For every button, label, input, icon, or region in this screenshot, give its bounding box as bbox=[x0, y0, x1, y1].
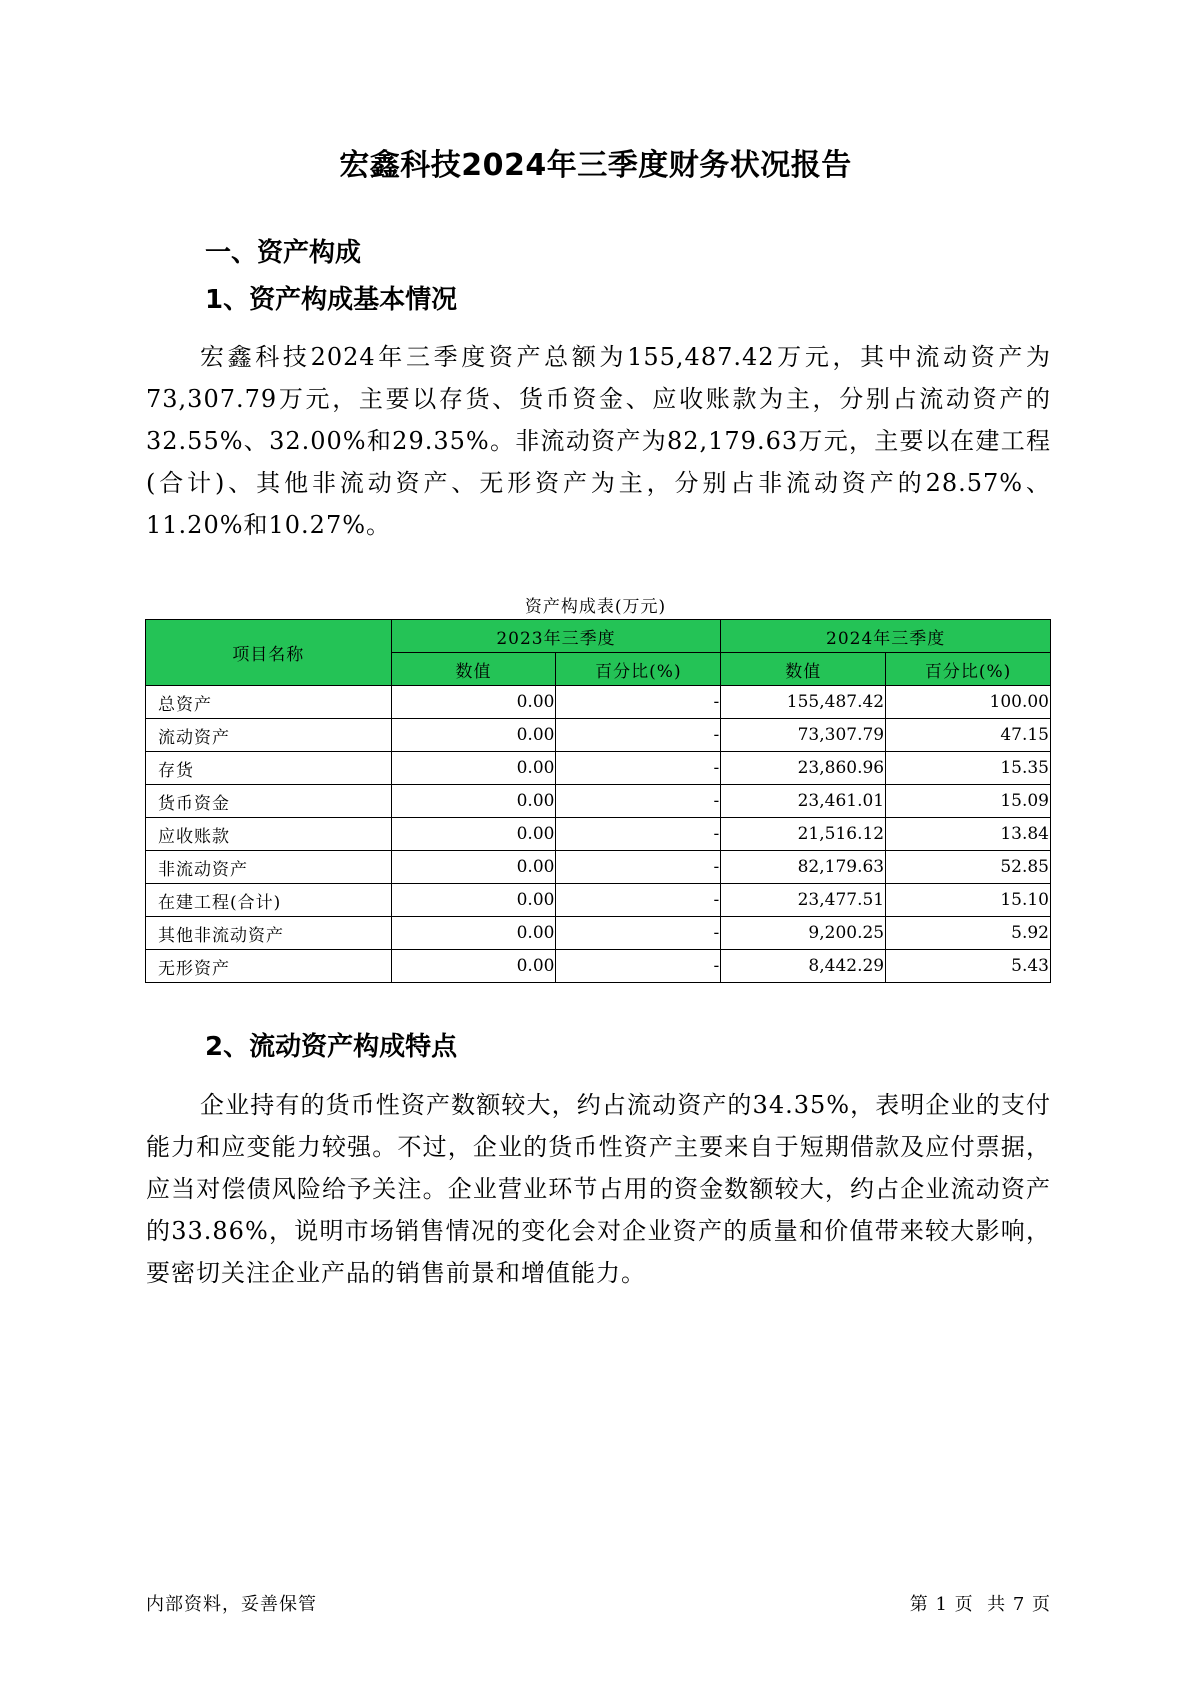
header-value-2023: 数值 bbox=[391, 653, 556, 686]
row-name: 其他非流动资产 bbox=[146, 917, 392, 950]
row-value-2023: 0.00 bbox=[391, 851, 556, 884]
row-percent-2024: 5.43 bbox=[886, 950, 1051, 983]
row-percent-2024: 47.15 bbox=[886, 719, 1051, 752]
row-value-2023: 0.00 bbox=[391, 818, 556, 851]
row-name: 总资产 bbox=[146, 686, 392, 719]
row-percent-2024: 15.09 bbox=[886, 785, 1051, 818]
row-name: 无形资产 bbox=[146, 950, 392, 983]
row-value-2024: 23,461.01 bbox=[721, 785, 886, 818]
row-value-2023: 0.00 bbox=[391, 917, 556, 950]
subsection-heading-current-asset-features: 2、流动资产构成特点 bbox=[205, 1032, 458, 1062]
row-value-2023: 0.00 bbox=[391, 752, 556, 785]
header-period-2024: 2024年三季度 bbox=[721, 620, 1051, 653]
table-row bbox=[146, 785, 1051, 818]
table-caption: 资产构成表(万元) bbox=[524, 597, 667, 617]
header-percent-2024: 百分比(%) bbox=[886, 653, 1051, 686]
row-name: 在建工程(合计) bbox=[146, 884, 392, 917]
row-value-2023: 0.00 bbox=[391, 686, 556, 719]
document-title: 宏鑫科技2024年三季度财务状况报告 bbox=[339, 148, 852, 183]
row-percent-2024: 52.85 bbox=[886, 851, 1051, 884]
row-value-2024: 23,860.96 bbox=[721, 752, 886, 785]
row-percent-2024: 13.84 bbox=[886, 818, 1051, 851]
row-percent-2023: - bbox=[556, 884, 721, 917]
row-value-2024: 82,179.63 bbox=[721, 851, 886, 884]
row-percent-2023: - bbox=[556, 851, 721, 884]
asset-composition-table bbox=[145, 619, 1051, 983]
row-value-2024: 9,200.25 bbox=[721, 917, 886, 950]
table-row bbox=[146, 851, 1051, 884]
table-header-row bbox=[146, 620, 1051, 653]
table-row bbox=[146, 917, 1051, 950]
row-percent-2023: - bbox=[556, 950, 721, 983]
table-row bbox=[146, 752, 1051, 785]
row-percent-2023: - bbox=[556, 917, 721, 950]
row-name: 流动资产 bbox=[146, 719, 392, 752]
row-value-2023: 0.00 bbox=[391, 884, 556, 917]
row-value-2024: 155,487.42 bbox=[721, 686, 886, 719]
paragraph-asset-overview: 宏鑫科技2024年三季度资产总额为155,487.42万元，其中流动资产为73,307.79万元，主要以存货、货币资金、应收账款为主，分别占流动资产的32.55%、32.00%和29.35%。非流动资产为82,179.63万元，主要以在建工程(合计)、其他非流动资产、无形资产为主，分别占非流动资产的28.57%、11.20%和10.27%。 bbox=[146, 343, 1051, 539]
header-item-name: 项目名称 bbox=[146, 620, 392, 686]
row-value-2023: 0.00 bbox=[391, 950, 556, 983]
header-percent-2023: 百分比(%) bbox=[556, 653, 721, 686]
paragraph-current-asset-features: 企业持有的货币性资产数额较大，约占流动资产的34.35%，表明企业的支付能力和应变能力较强。不过，企业的货币性资产主要来自于短期借款及应付票据，应当对偿债风险给予关注。企业营业环节占用的资金数额较大，约占企业流动资产的33.86%，说明市场销售情况的变化会对企业资产的质量和价值带来较大影响，要密切关注企业产品的销售前景和增值能力。 bbox=[146, 1091, 1051, 1287]
row-value-2024: 23,477.51 bbox=[721, 884, 886, 917]
row-value-2024: 21,516.12 bbox=[721, 818, 886, 851]
row-percent-2023: - bbox=[556, 785, 721, 818]
row-value-2024: 8,442.29 bbox=[721, 950, 886, 983]
row-name: 非流动资产 bbox=[146, 851, 392, 884]
table-row bbox=[146, 884, 1051, 917]
header-value-2024: 数值 bbox=[721, 653, 886, 686]
row-percent-2024: 5.92 bbox=[886, 917, 1051, 950]
row-value-2023: 0.00 bbox=[391, 785, 556, 818]
table-row bbox=[146, 719, 1051, 752]
row-percent-2024: 15.10 bbox=[886, 884, 1051, 917]
row-percent-2024: 15.35 bbox=[886, 752, 1051, 785]
table-row bbox=[146, 950, 1051, 983]
row-percent-2023: - bbox=[556, 752, 721, 785]
row-value-2023: 0.00 bbox=[391, 719, 556, 752]
row-name: 货币资金 bbox=[146, 785, 392, 818]
subsection-heading-basic-situation: 1、资产构成基本情况 bbox=[205, 285, 458, 315]
footer-confidential-note: 内部资料，妥善保管 bbox=[146, 1594, 317, 1615]
footer-page-number: 第 1 页 共 7 页 bbox=[909, 1594, 1051, 1615]
table-row bbox=[146, 686, 1051, 719]
row-percent-2023: - bbox=[556, 818, 721, 851]
row-percent-2023: - bbox=[556, 686, 721, 719]
section-heading-asset-composition: 一、资产构成 bbox=[205, 238, 362, 268]
row-value-2024: 73,307.79 bbox=[721, 719, 886, 752]
row-percent-2023: - bbox=[556, 719, 721, 752]
row-percent-2024: 100.00 bbox=[886, 686, 1051, 719]
header-period-2023: 2023年三季度 bbox=[391, 620, 721, 653]
row-name: 存货 bbox=[146, 752, 392, 785]
table-row bbox=[146, 818, 1051, 851]
row-name: 应收账款 bbox=[146, 818, 392, 851]
